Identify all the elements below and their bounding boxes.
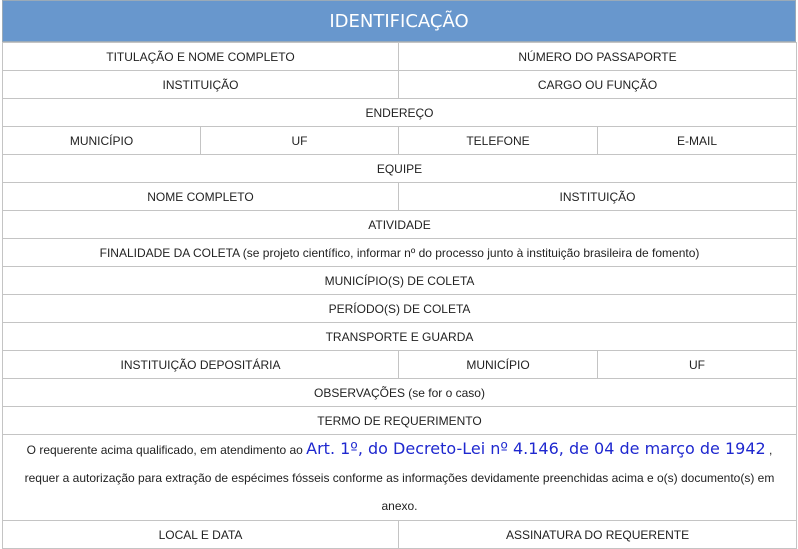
table-row: [3, 435, 797, 521]
email-field[interactable]: E-MAIL: [598, 127, 797, 155]
titulacao-nome-field[interactable]: TITULAÇÃO E NOME COMPLETO: [3, 43, 399, 71]
equipe-heading: EQUIPE: [3, 155, 797, 183]
table-row: [3, 99, 797, 127]
requerimento-text-after: , requer a autorização para extração de espécimes fósseis conforme as informações devidamente preenchidas acima e o(s) documento(s) em anexo.: [24, 443, 775, 513]
uf-field[interactable]: UF: [201, 127, 399, 155]
cargo-funcao-field[interactable]: CARGO OU FUNÇÃO: [399, 71, 797, 99]
equipe-instituicao-field[interactable]: INSTITUIÇÃO: [399, 183, 797, 211]
table-row: [3, 43, 797, 71]
table-row: [3, 155, 797, 183]
table-row: [3, 407, 797, 435]
uf-depositaria-field[interactable]: UF: [598, 351, 797, 379]
telefone-field[interactable]: TELEFONE: [399, 127, 598, 155]
table-row: [3, 521, 797, 549]
finalidade-field[interactable]: FINALIDADE DA COLETA (se projeto científico, informar nº do processo junto à instituição brasileira de fomento): [3, 239, 797, 267]
table-row: [3, 127, 797, 155]
passaporte-field[interactable]: NÚMERO DO PASSAPORTE: [399, 43, 797, 71]
termo-requerimento-heading: TERMO DE REQUERIMENTO: [3, 407, 797, 435]
municipios-coleta-field[interactable]: MUNICÍPIO(S) DE COLETA: [3, 267, 797, 295]
table-row: [3, 351, 797, 379]
endereco-heading: ENDEREÇO: [3, 99, 797, 127]
instituicao-depositaria-field[interactable]: INSTITUIÇÃO DEPOSITÁRIA: [3, 351, 399, 379]
assinatura-field[interactable]: ASSINATURA DO REQUERENTE: [399, 521, 797, 549]
table-row: [3, 323, 797, 351]
table-row: [3, 183, 797, 211]
observacoes-field[interactable]: OBSERVAÇÕES (se for o caso): [3, 379, 797, 407]
periodos-coleta-field[interactable]: PERÍODO(S) DE COLETA: [3, 295, 797, 323]
form-table: [2, 42, 797, 549]
table-row: [3, 295, 797, 323]
table-row: [3, 379, 797, 407]
table-row: [3, 211, 797, 239]
decreto-lei-link[interactable]: Art. 1º, do Decreto-Lei nº 4.146, de 04 de março de 1942: [306, 439, 766, 458]
municipio-field[interactable]: MUNICÍPIO: [3, 127, 201, 155]
table-row: [3, 71, 797, 99]
equipe-nome-field[interactable]: NOME COMPLETO: [3, 183, 399, 211]
table-row: [3, 239, 797, 267]
local-data-field[interactable]: LOCAL E DATA: [3, 521, 399, 549]
requerimento-text-before: O requerente acima qualificado, em atendimento ao: [26, 443, 307, 457]
form-title: IDENTIFICAÇÃO: [2, 0, 796, 42]
table-row: [3, 267, 797, 295]
atividade-heading: ATIVIDADE: [3, 211, 797, 239]
transporte-guarda-heading: TRANSPORTE E GUARDA: [3, 323, 797, 351]
municipio-depositaria-field[interactable]: MUNICÍPIO: [399, 351, 598, 379]
requerimento-paragraph: [3, 435, 797, 521]
identification-form: [2, 0, 796, 549]
instituicao-field[interactable]: INSTITUIÇÃO: [3, 71, 399, 99]
